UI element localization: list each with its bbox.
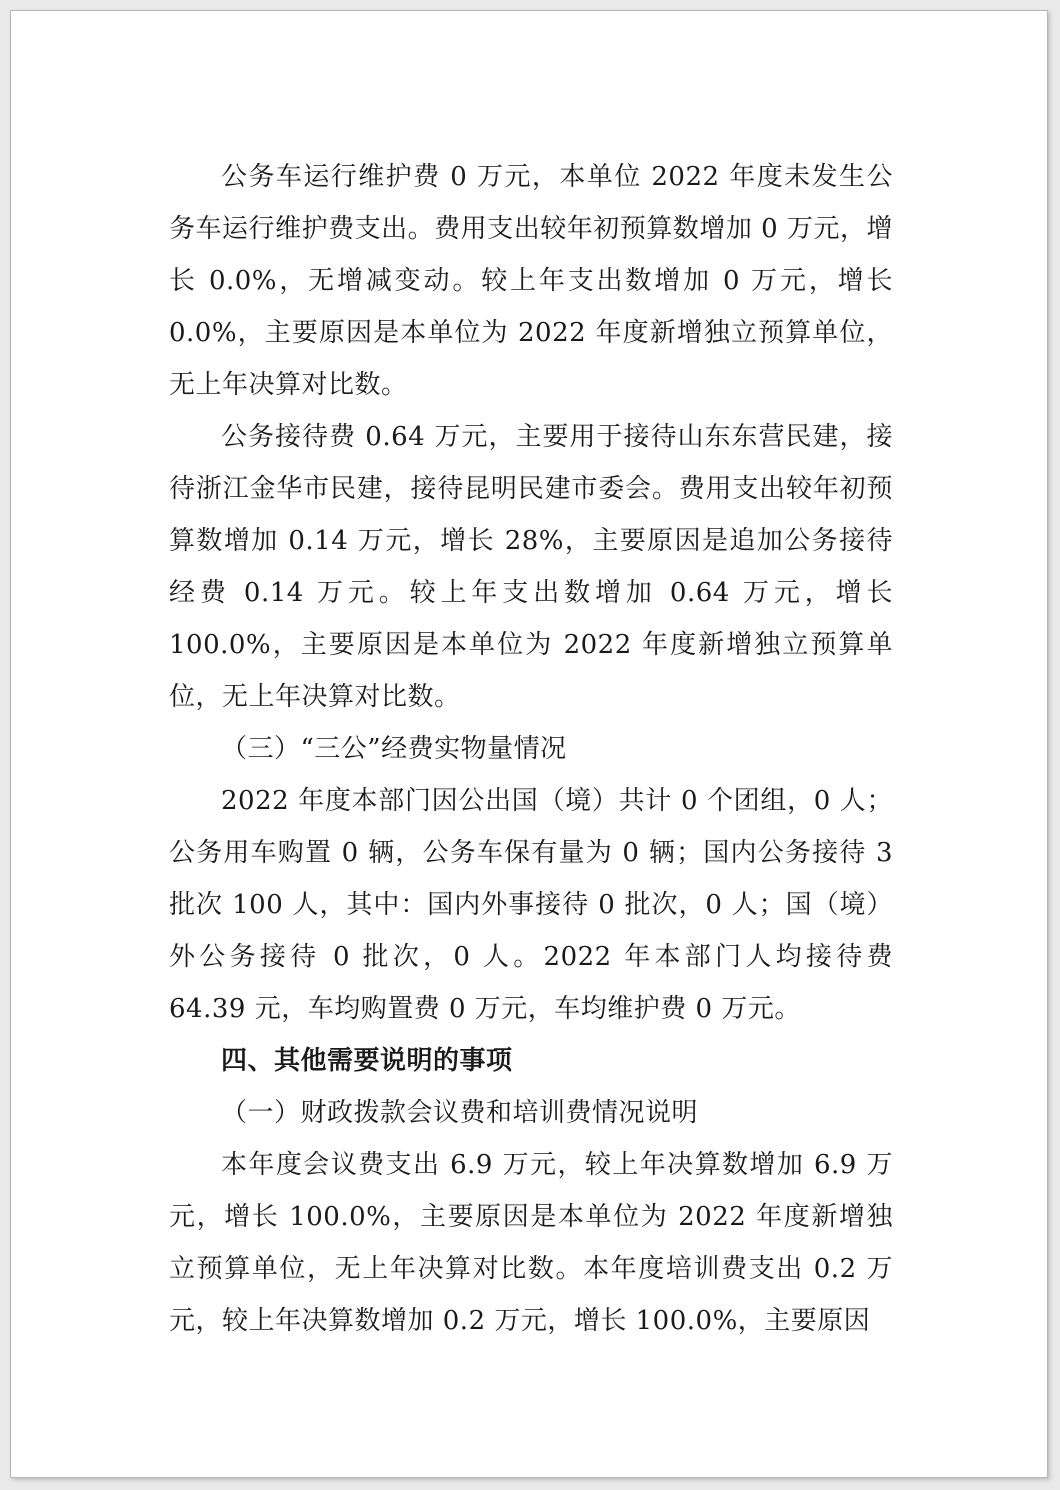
paragraph-reception-expenses: 公务接待费 0.64 万元，主要用于接待山东东营民建，接待浙江金华市民建，接待昆明民建市委会。费用支出较年初预算数增加 0.14 万元，增长 28%，主要原因是追加公务接待经费 0.14 万元。较上年支出数增加 0.64 万元，增长 100.0%，主要原因是本单位为 2022 年度新增独立预算单位，无上年决算对比数。 — [169, 422, 893, 712]
section-heading-meeting-training: （一）财政拨款会议费和培训费情况说明 — [221, 1098, 699, 1128]
paragraph-vehicle-maintenance: 公务车运行维护费 0 万元，本单位 2022 年度未发生公务车运行维护费支出。费用支出较年初预算数增加 0 万元，增长 0.0%，无增减变动。较上年支出数增加 0 万元，增长 0.0%，主要原因是本单位为 2022 年度新增独立预算单位，无上年决算对比数。 — [169, 162, 893, 400]
section-heading-other-matters: 四、其他需要说明的事项 — [221, 1046, 513, 1076]
paragraph-physical-quantity: 2022 年度本部门因公出国（境）共计 0 个团组，0 人；公务用车购置 0 辆，公务车保有量为 0 辆；国内公务接待 3 批次 100 人，其中：国内外事接待 0 批次，0 人；国（境）外公务接待 0 批次，0 人。2022 年本部门人均接待费 64.39 元，车均购置费 0 万元，车均维护费 0 万元。 — [169, 786, 893, 1024]
document-page — [10, 10, 1048, 1478]
document-body — [169, 151, 893, 1347]
paragraph-meeting-training: 本年度会议费支出 6.9 万元，较上年决算数增加 6.9 万元，增长 100.0%，主要原因是本单位为 2022 年度新增独立预算单位，无上年决算对比数。本年度培训费支出 0.2 万元，较上年决算数增加 0.2 万元，增长 100.0%，主要原因 — [169, 1150, 893, 1336]
section-heading-physical-quantity: （三）“三公”经费实物量情况 — [221, 734, 567, 764]
